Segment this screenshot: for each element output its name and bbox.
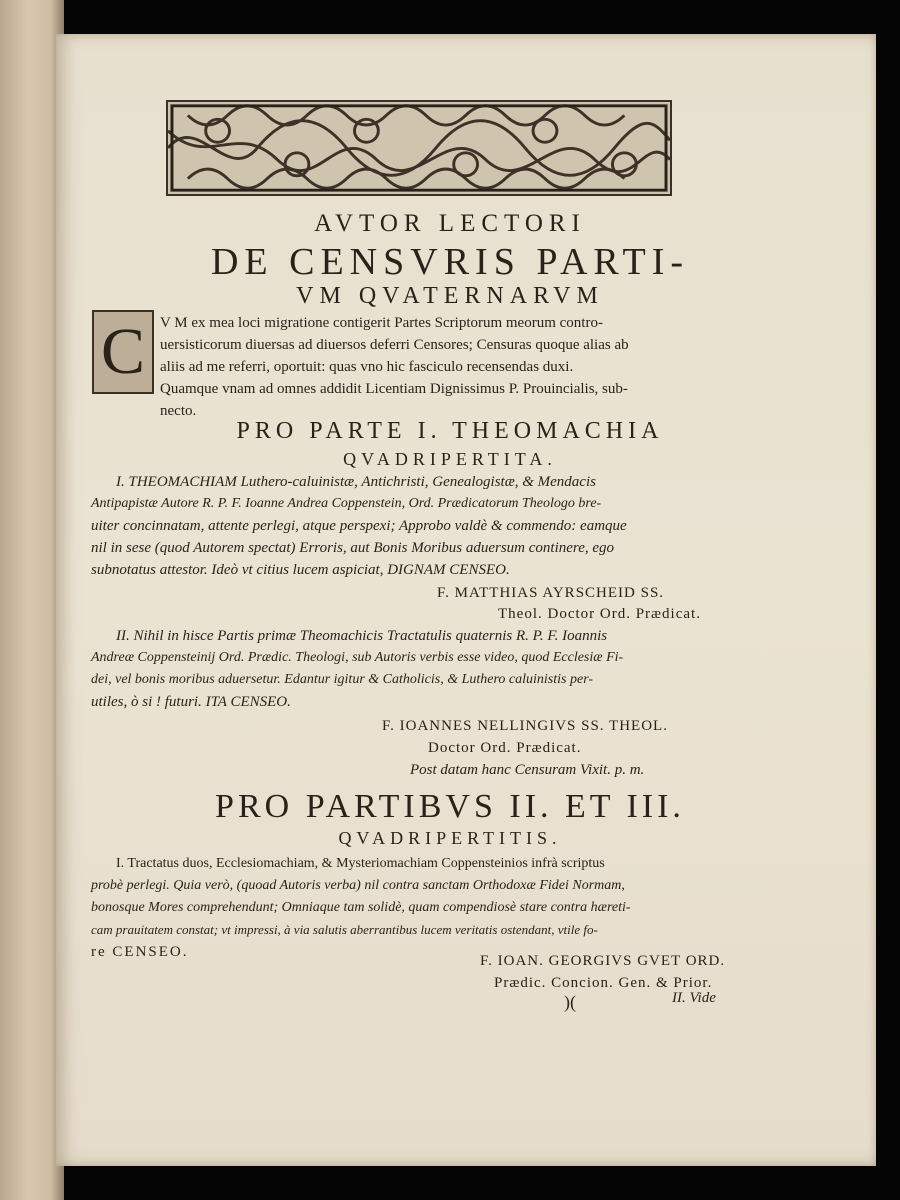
section1-subheading: QVADRIPERTITA. <box>343 449 557 469</box>
censure2-line: II. Nihil in hisce Partis primæ Theomachicis Tractatulis quaternis R. P. F. Ioannis <box>116 628 608 644</box>
intro-line: V M ex mea loci migratione contigerit Partes Scriptorum meorum contro- <box>160 315 603 331</box>
censure2-line: utiles, ò si ! futuri. ITA CENSEO. <box>91 694 291 710</box>
title-line-3: VM QVATERNARVM <box>296 283 604 309</box>
intro-line: aliis ad me referri, oportuit: quas vno hic fasciculo recensendas duxi. <box>160 359 574 375</box>
section2-line: I. Tractatus duos, Ecclesiomachiam, & Mysteriomachiam Coppensteinios infrà scriptus <box>116 856 605 871</box>
section2-heading: PRO PARTIBVS II. ET III. <box>215 788 685 825</box>
censure1-signature: Theol. Doctor Ord. Prædicat. <box>498 606 701 622</box>
section1-heading: PRO PARTE I. THEOMACHIA <box>236 418 664 444</box>
censure2-note: Post datam hanc Censuram Vixit. p. m. <box>410 762 645 778</box>
section2-signature: F. IOAN. GEORGIVS GVET ORD. <box>480 953 726 969</box>
section2-signature: Prædic. Concion. Gen. & Prior. <box>494 975 713 991</box>
censure2-line: dei, vel bonis moribus aduersetur. Edantur igitur & Catholicis, & Luthero caluinistis per- <box>91 672 594 687</box>
section2-subheading: QVADRIPERTITIS. <box>338 828 562 848</box>
censure1-line: uiter concinnatam, attente perlegi, atque perspexi; Approbo valdè & commendo: eamque <box>91 518 627 534</box>
section2-line: cam prauitatem constat; vt impressi, à via salutis aberrantibus lucem veritatis ostendant, vtile fo- <box>91 922 598 937</box>
initial-letter: C <box>100 315 146 388</box>
censure2-signature: F. IOANNES NELLINGIVS SS. THEOL. <box>382 718 668 734</box>
censure1-line: Antipapistæ Autore R. P. F. Ioanne Andrea Coppenstein, Ord. Prædicatorum Theologo bre- <box>91 496 602 511</box>
signature-mark: )( <box>564 992 576 1012</box>
intro-line: necto. <box>160 403 197 419</box>
censure2-line: Andreæ Coppensteinij Ord. Prædic. Theologi, sub Autoris verbis esse video, quod Ecclesiæ Fi- <box>91 650 624 665</box>
censure1-line: nil in sese (quod Autorem spectat) Erroris, aut Bonis Moribus aduersum continere, ego <box>91 540 615 556</box>
title-line-2: DE CENSVRIS PARTI- <box>210 241 690 283</box>
censure1-signature: F. MATTHIAS AYRSCHEID SS. <box>437 585 665 601</box>
ornamental-headpiece <box>166 100 672 196</box>
decorated-initial <box>92 310 154 394</box>
title-line-1: AVTOR LECTORI <box>314 210 586 237</box>
catchword: II. Vide <box>672 990 716 1006</box>
censure1-line: subnotatus attestor. Ideò vt citius lucem aspiciat, DIGNAM CENSEO. <box>91 562 510 578</box>
intro-line: Quamque vnam ad omnes addidit Licentiam Dignissimus P. Prouincialis, sub- <box>160 381 628 397</box>
censure1-line: I. THEOMACHIAM Luthero-caluinistæ, Antichristi, Genealogistæ, & Mendacis <box>116 474 596 490</box>
censure2-signature: Doctor Ord. Prædicat. <box>428 740 582 756</box>
section2-line: re CENSEO. <box>91 944 189 960</box>
section2-line: bonosque Mores comprehendunt; Omniaque tam solidè, quam compendiosè stare contra hæreti- <box>91 900 631 915</box>
section2-line: probè perlegi. Quia verò, (quoad Autoris verba) nil contra sanctam Orthodoxæ Fidei Normam, <box>91 878 625 893</box>
intro-line: uersisticorum diuersas ad diuersos deferri Censores; Censuras quoque alias ab <box>160 337 629 353</box>
left-page-edge <box>0 0 64 1200</box>
